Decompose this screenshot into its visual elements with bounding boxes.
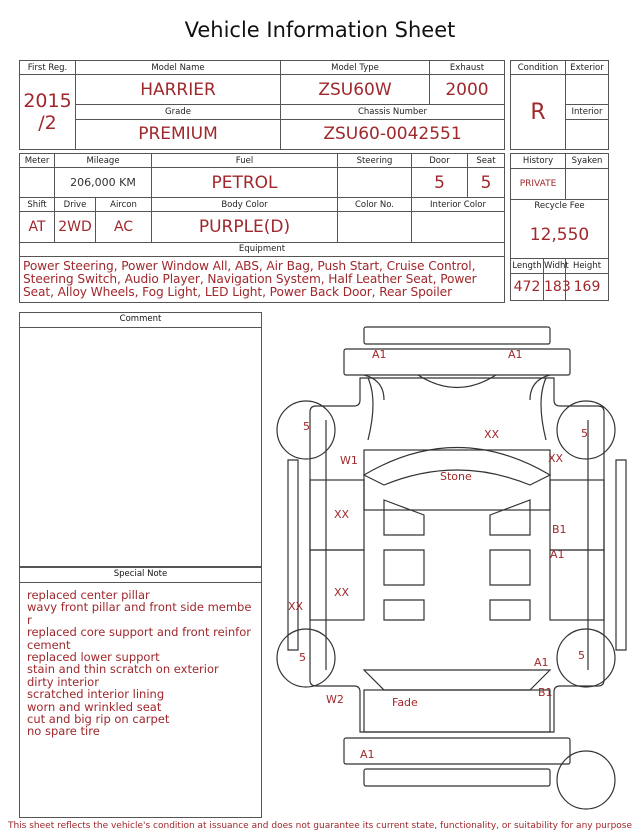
drive-value: 2WD bbox=[55, 212, 96, 242]
tire-rear-right bbox=[557, 629, 615, 687]
mark-left-pillar: W1 bbox=[340, 454, 358, 467]
vehicle-specs-table bbox=[19, 153, 505, 303]
tire-rear-left-label: 5 bbox=[299, 651, 306, 664]
comment-text bbox=[20, 328, 261, 340]
width-header: Widht bbox=[544, 259, 566, 274]
chassis-header: Chassis Number bbox=[281, 105, 505, 119]
interior-color-header: Interior Color bbox=[412, 198, 505, 212]
equipment-value: Power Steering, Power Window All, ABS, Air Bag, Push Start, Cruise Control, Steering Switch, Audio Player, Navigation System, Half Leather Seat, Power Seat, Alloy Wheels, Fog Light, LED Light, Power Back Door, Rear Spoiler bbox=[20, 256, 505, 302]
left-window-3 bbox=[490, 600, 530, 620]
mark-left-rear-lamp: W2 bbox=[326, 693, 344, 706]
hood-arc-center bbox=[418, 375, 496, 388]
hood-line-right bbox=[541, 378, 546, 440]
spare-tire bbox=[557, 751, 615, 809]
first-reg-header: First Reg. bbox=[20, 61, 76, 75]
recycle-fee-cell bbox=[511, 199, 609, 258]
comment-header: Comment bbox=[20, 313, 261, 328]
mileage-value: 206,000 KM bbox=[55, 168, 152, 198]
car-damage-diagram bbox=[268, 320, 628, 820]
door-value: 5 bbox=[412, 168, 468, 198]
mark-left-front-door: XX bbox=[334, 508, 350, 521]
exterior-value bbox=[566, 75, 609, 105]
syaken-header: Syaken bbox=[566, 154, 609, 169]
model-name-header: Model Name bbox=[76, 61, 281, 75]
comment-box bbox=[19, 312, 262, 567]
first-reg-month: /2 bbox=[38, 112, 57, 135]
left-rear-door bbox=[310, 550, 364, 620]
interior-header: Interior bbox=[566, 105, 609, 119]
model-type-header: Model Type bbox=[281, 61, 430, 75]
mark-trunk: Fade bbox=[392, 696, 418, 709]
color-no-value bbox=[338, 212, 412, 242]
mark-right-front-door: B1 bbox=[552, 523, 567, 536]
mark-front-bumper-left: A1 bbox=[372, 348, 387, 361]
steering-value bbox=[338, 168, 412, 198]
exhaust-header: Exhaust bbox=[430, 61, 505, 75]
aircon-value: AC bbox=[96, 212, 152, 242]
body-color-header: Body Color bbox=[152, 198, 338, 212]
recycle-fee-header: Recycle Fee bbox=[534, 200, 585, 211]
interior-color-value bbox=[412, 212, 505, 242]
height-value: 169 bbox=[566, 273, 609, 300]
mark-right-pillar: XX bbox=[548, 452, 564, 465]
shift-value: AT bbox=[20, 212, 55, 242]
meter-value bbox=[20, 168, 55, 198]
hood-arc-right bbox=[530, 375, 550, 400]
left-window-1 bbox=[490, 500, 530, 535]
left-mirror-left bbox=[288, 460, 298, 650]
seat-value: 5 bbox=[468, 168, 505, 198]
right-window-1 bbox=[384, 500, 424, 535]
rear-glass bbox=[364, 670, 550, 690]
mark-roof: Stone bbox=[440, 470, 472, 483]
condition-header: Condition bbox=[511, 61, 566, 75]
mark-right-rear: B1 bbox=[538, 686, 553, 699]
shift-header: Shift bbox=[20, 198, 55, 212]
special-note-header: Special Note bbox=[20, 568, 261, 583]
mark-right-quarter: A1 bbox=[534, 656, 549, 669]
page-title: Vehicle Information Sheet bbox=[184, 18, 456, 42]
right-front-door bbox=[550, 480, 604, 550]
right-mirror-right bbox=[616, 460, 626, 650]
top-info-table bbox=[19, 60, 505, 150]
exhaust-value: 2000 bbox=[430, 75, 505, 105]
drive-header: Drive bbox=[55, 198, 96, 212]
front-bumper-top bbox=[364, 327, 550, 344]
history-value: PRIVATE bbox=[511, 168, 566, 199]
rear-bumper-bottom bbox=[364, 769, 550, 786]
door-header: Door bbox=[412, 154, 468, 168]
model-type-value: ZSU60W bbox=[281, 75, 430, 105]
seat-header: Seat bbox=[468, 154, 505, 168]
hood-line-left bbox=[368, 378, 373, 440]
grade-header: Grade bbox=[76, 105, 281, 119]
color-no-header: Color No. bbox=[338, 198, 412, 212]
tire-front-right-label: 5 bbox=[581, 427, 588, 440]
mark-left-rear-door: XX bbox=[334, 586, 350, 599]
rear-bumper bbox=[344, 738, 570, 764]
exterior-header: Exterior bbox=[566, 61, 609, 75]
left-window-2 bbox=[490, 550, 530, 585]
grade-value: PREMIUM bbox=[76, 119, 281, 149]
condition-value: R bbox=[511, 75, 566, 150]
equipment-header: Equipment bbox=[20, 242, 505, 256]
mark-front-bumper-right: A1 bbox=[508, 348, 523, 361]
length-header: Length bbox=[511, 259, 544, 274]
first-reg-year: 2015 bbox=[23, 90, 72, 113]
meter-header: Meter bbox=[20, 154, 55, 168]
fuel-header: Fuel bbox=[152, 154, 338, 168]
history-table bbox=[510, 153, 609, 301]
right-window-2 bbox=[384, 550, 424, 585]
recycle-fee-value: 12,550 bbox=[529, 224, 590, 245]
hood-arc-left bbox=[364, 375, 384, 400]
chassis-value: ZSU60-0042551 bbox=[281, 119, 505, 149]
interior-value bbox=[566, 119, 609, 149]
disclaimer-footer: This sheet reflects the vehicle's condition at issuance and does not guarantee its current state, functionality, or suitability for any purpose bbox=[7, 821, 633, 831]
right-window-3 bbox=[384, 600, 424, 620]
syaken-value bbox=[566, 168, 609, 199]
steering-header: Steering bbox=[338, 154, 412, 168]
length-value: 472 bbox=[511, 273, 544, 300]
condition-table bbox=[510, 60, 609, 150]
width-value: 183 bbox=[544, 273, 566, 300]
special-note-box bbox=[19, 567, 262, 818]
fuel-value: PETROL bbox=[152, 168, 338, 198]
first-reg-cell bbox=[20, 75, 76, 150]
special-note-text: replaced center pillar wavy front pillar and front side member replaced core support and front reinforcement replaced lower support stain and thin scratch on exterior dirty interior scratched interior lining worn and wrinkled seat cut and big rip on carpet no spare tire bbox=[27, 588, 252, 739]
mark-left-side: XX bbox=[288, 600, 304, 613]
tire-front-left-label: 5 bbox=[303, 420, 310, 433]
mileage-header: Mileage bbox=[55, 154, 152, 168]
mark-right-sill: A1 bbox=[550, 548, 565, 561]
aircon-header: Aircon bbox=[96, 198, 152, 212]
tire-rear-right-label: 5 bbox=[578, 649, 585, 662]
height-header: Height bbox=[566, 259, 609, 274]
model-name-value: HARRIER bbox=[76, 75, 281, 105]
body-color-value: PURPLE(D) bbox=[152, 212, 338, 242]
history-header: History bbox=[511, 154, 566, 169]
mark-rear-bumper: A1 bbox=[360, 748, 375, 761]
mark-hood: XX bbox=[484, 428, 500, 441]
